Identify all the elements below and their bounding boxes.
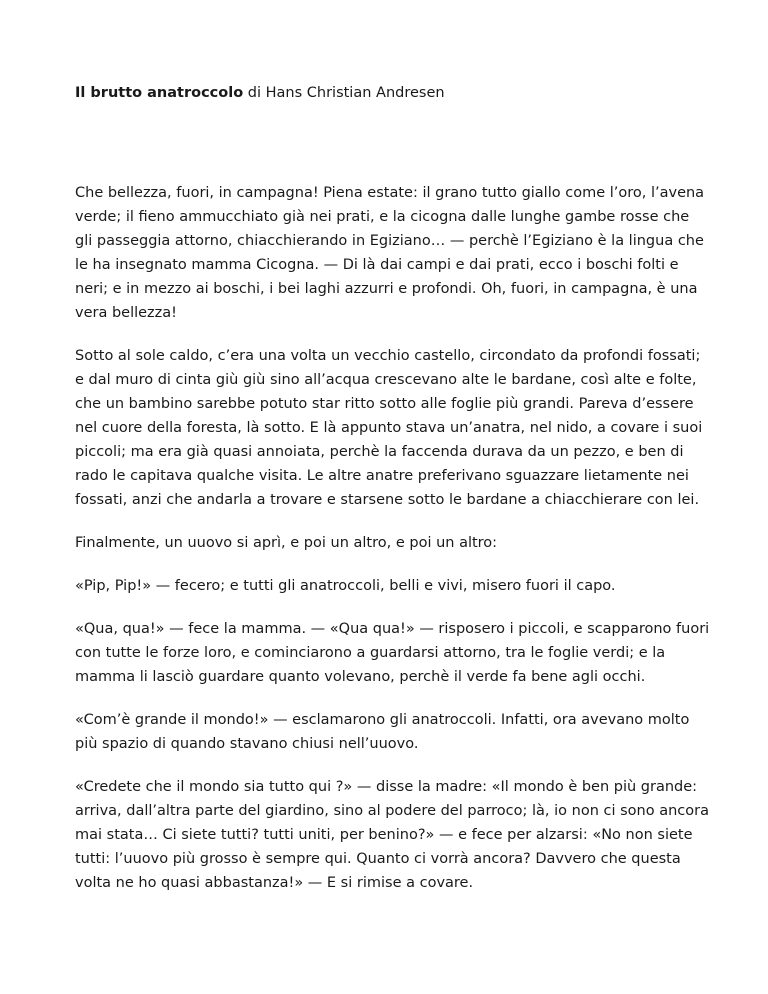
paragraph: Sotto al sole caldo, c’era una volta un vecchio castello, circondato da profondi fossati; e dal muro di cinta giù giù sino all’acqua crescevano alte le bardane, così alte e folte, che un bambino sarebbe potuto star ritto sotto alle foglie più grandi. Pareva d’essere nel cuore della foresta, là sotto. E là appunto stava un’anatra, nel nido, a covare i suoi piccoli; ma era già quasi annoiata, perchè la faccenda durava da un pezzo, e ben di rado le capitava qualche visita. Le altre anatre preferivano sguazzare lietamente nei fossati, anzi che andarla a trovare e starsene sotto le bardane a chiacchierare con lei.	[75, 348, 703, 508]
document-title	[75, 82, 710, 105]
title-author: di Hans Christian Andresen	[243, 85, 445, 101]
paragraph: «Qua, qua!» — fece la mamma. — «Qua qua!» — risposero i piccoli, e scapparono fuori con tutte le forze loro, e cominciarono a guardarsi attorno, tra le foglie verdi; e la mamma li lasciò guardare quanto volevano, perchè il verde fa bene agli occhi.	[75, 621, 710, 685]
paragraph: «Pip, Pip!» — fecero; e tutti gli anatroccoli, belli e vivi, misero fuori il capo.	[75, 578, 616, 594]
paragraph: «Credete che il mondo sia tutto qui ?» — disse la madre: «Il mondo è ben più grande: arriva, dall’altra parte del giardino, sino al podere del parroco; là, io non ci sono ancora mai stata… Ci siete tutti? tutti uniti, per benino?» — e fece per alzarsi: «No non siete tutti: l’uuovo più grosso è sempre qui. Quanto ci vorrà ancora? Davvero che questa volta ne ho quasi abbastanza!» — E si rimise a covare.	[75, 779, 709, 891]
paragraph: Finalmente, un uuovo si aprì, e poi un altro, e poi un altro:	[75, 535, 498, 551]
paragraph: «Com’è grande il mondo!» — esclamarono gli anatroccoli. Infatti, ora avevano molto più spazio di quando stavano chiusi nell’uuovo.	[75, 712, 690, 752]
title-bold: Il brutto anatroccolo	[75, 85, 244, 101]
document-page	[75, 82, 710, 914]
story-body	[75, 181, 710, 895]
paragraph: Che bellezza, fuori, in campagna! Piena estate: il grano tutto giallo come l’oro, l’avena verde; il fieno ammucchiato già nei prati, e la cicogna dalle lunghe gambe rosse che gli passeggia attorno, chiacchierando in Egiziano… — perchè l’Egiziano è la lingua che le ha insegnato mamma Cicogna. — Di là dai campi e dai prati, ecco i boschi folti e neri; e in mezzo ai boschi, i bei laghi azzurri e profondi. Oh, fuori, in campagna, è una vera bellezza!	[75, 185, 705, 321]
